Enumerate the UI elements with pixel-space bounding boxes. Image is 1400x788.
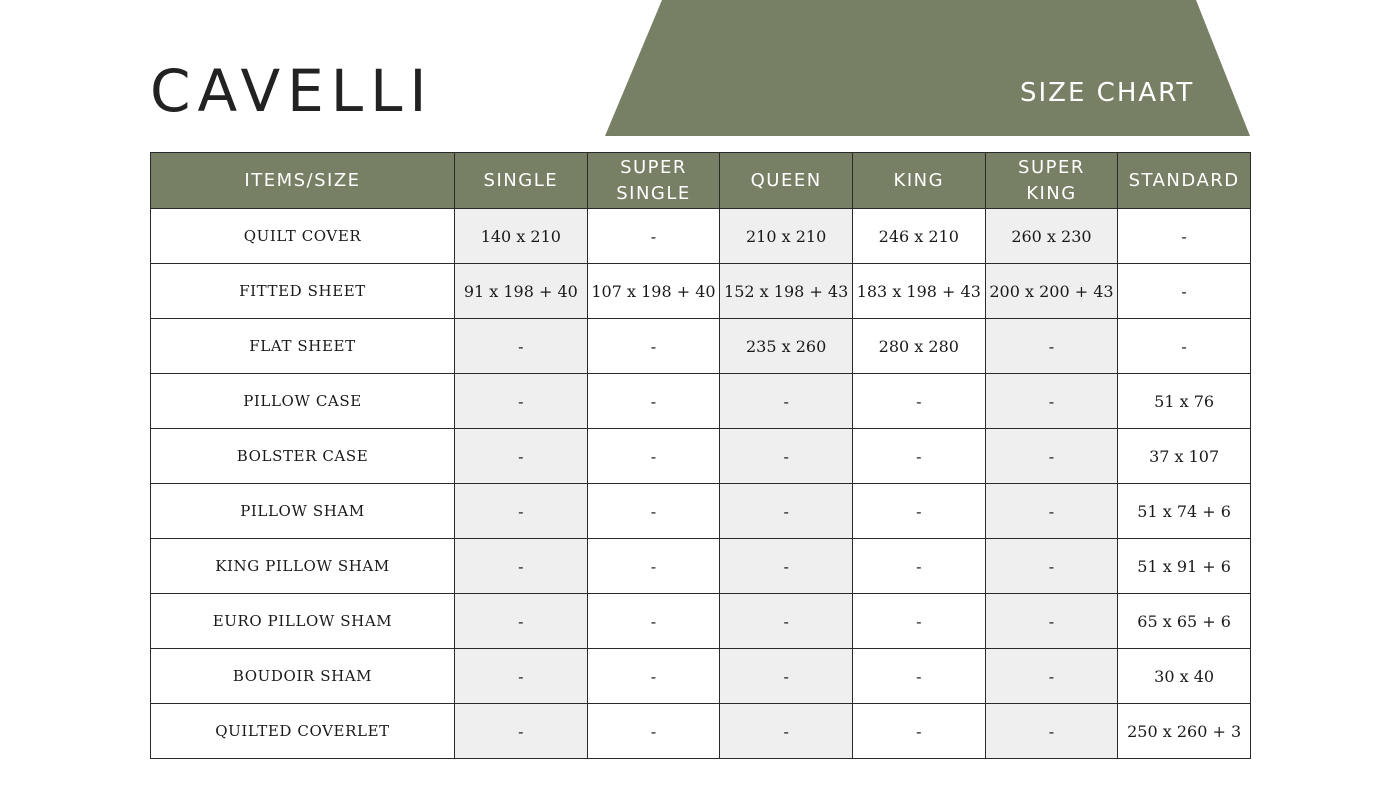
size-cell: - <box>587 319 720 374</box>
size-cell: - <box>985 704 1118 759</box>
item-name-cell: BOLSTER CASE <box>151 429 455 484</box>
size-cell: - <box>720 539 853 594</box>
brand-logo: CAVELLI <box>150 57 434 125</box>
size-cell: 140 x 210 <box>455 209 588 264</box>
item-name-cell: PILLOW CASE <box>151 374 455 429</box>
size-cell: 250 x 260 + 3 <box>1118 704 1251 759</box>
item-name-cell: KING PILLOW SHAM <box>151 539 455 594</box>
table-row <box>151 539 1251 594</box>
size-cell: - <box>587 539 720 594</box>
size-cell: - <box>985 539 1118 594</box>
size-cell: - <box>985 374 1118 429</box>
size-cell: - <box>720 429 853 484</box>
column-header: STANDARD <box>1118 153 1251 209</box>
size-cell: - <box>985 649 1118 704</box>
size-cell: - <box>455 374 588 429</box>
table-row <box>151 704 1251 759</box>
size-cell: 210 x 210 <box>720 209 853 264</box>
size-cell: 152 x 198 + 43 <box>720 264 853 319</box>
item-name-cell: QUILT COVER <box>151 209 455 264</box>
size-cell: - <box>852 374 985 429</box>
item-name-cell: FITTED SHEET <box>151 264 455 319</box>
size-cell: - <box>720 374 853 429</box>
table-row <box>151 319 1251 374</box>
size-cell: - <box>455 704 588 759</box>
size-cell: - <box>1118 319 1251 374</box>
item-name-cell: FLAT SHEET <box>151 319 455 374</box>
size-cell: - <box>852 704 985 759</box>
size-cell: 280 x 280 <box>852 319 985 374</box>
size-cell: 51 x 91 + 6 <box>1118 539 1251 594</box>
size-cell: 91 x 198 + 40 <box>455 264 588 319</box>
table-body <box>151 209 1251 759</box>
column-header: SUPER SINGLE <box>587 153 720 209</box>
table-row <box>151 209 1251 264</box>
size-cell: 51 x 74 + 6 <box>1118 484 1251 539</box>
size-chart-table <box>150 152 1251 759</box>
table-row <box>151 374 1251 429</box>
table-row <box>151 649 1251 704</box>
size-cell: 246 x 210 <box>852 209 985 264</box>
size-cell: - <box>985 484 1118 539</box>
size-cell: 37 x 107 <box>1118 429 1251 484</box>
size-cell: - <box>587 704 720 759</box>
size-cell: - <box>852 429 985 484</box>
size-cell: 107 x 198 + 40 <box>587 264 720 319</box>
size-cell: - <box>720 594 853 649</box>
size-cell: - <box>587 484 720 539</box>
size-cell: - <box>455 429 588 484</box>
size-cell: - <box>587 429 720 484</box>
size-cell: - <box>587 374 720 429</box>
size-cell: - <box>587 649 720 704</box>
size-cell: - <box>455 649 588 704</box>
size-cell: - <box>1118 209 1251 264</box>
size-cell: - <box>720 484 853 539</box>
size-cell: - <box>852 649 985 704</box>
size-cell: - <box>852 484 985 539</box>
size-cell: - <box>1118 264 1251 319</box>
table-header-row <box>151 153 1251 209</box>
table-row <box>151 264 1251 319</box>
size-cell: - <box>587 209 720 264</box>
column-header: SINGLE <box>455 153 588 209</box>
column-header: QUEEN <box>720 153 853 209</box>
size-cell: - <box>985 429 1118 484</box>
size-cell: 30 x 40 <box>1118 649 1251 704</box>
size-cell: 260 x 230 <box>985 209 1118 264</box>
size-cell: - <box>985 594 1118 649</box>
item-name-cell: PILLOW SHAM <box>151 484 455 539</box>
title-banner <box>605 0 1250 136</box>
item-name-cell: EURO PILLOW SHAM <box>151 594 455 649</box>
size-cell: - <box>587 594 720 649</box>
column-header: KING <box>852 153 985 209</box>
size-cell: 51 x 76 <box>1118 374 1251 429</box>
table-row <box>151 594 1251 649</box>
column-header: SUPER KING <box>985 153 1118 209</box>
size-cell: - <box>455 484 588 539</box>
size-cell: - <box>455 539 588 594</box>
size-cell: - <box>720 649 853 704</box>
item-name-cell: BOUDOIR SHAM <box>151 649 455 704</box>
size-cell: 200 x 200 + 43 <box>985 264 1118 319</box>
size-cell: - <box>985 319 1118 374</box>
size-cell: 235 x 260 <box>720 319 853 374</box>
size-cell: - <box>852 539 985 594</box>
size-cell: 183 x 198 + 43 <box>852 264 985 319</box>
size-cell: - <box>455 594 588 649</box>
column-header: ITEMS/SIZE <box>151 153 455 209</box>
size-cell: - <box>720 704 853 759</box>
size-cell: 65 x 65 + 6 <box>1118 594 1251 649</box>
size-cell: - <box>455 319 588 374</box>
table-row <box>151 484 1251 539</box>
page-title: SIZE CHART <box>1020 78 1195 108</box>
item-name-cell: QUILTED COVERLET <box>151 704 455 759</box>
size-cell: - <box>852 594 985 649</box>
table-row <box>151 429 1251 484</box>
